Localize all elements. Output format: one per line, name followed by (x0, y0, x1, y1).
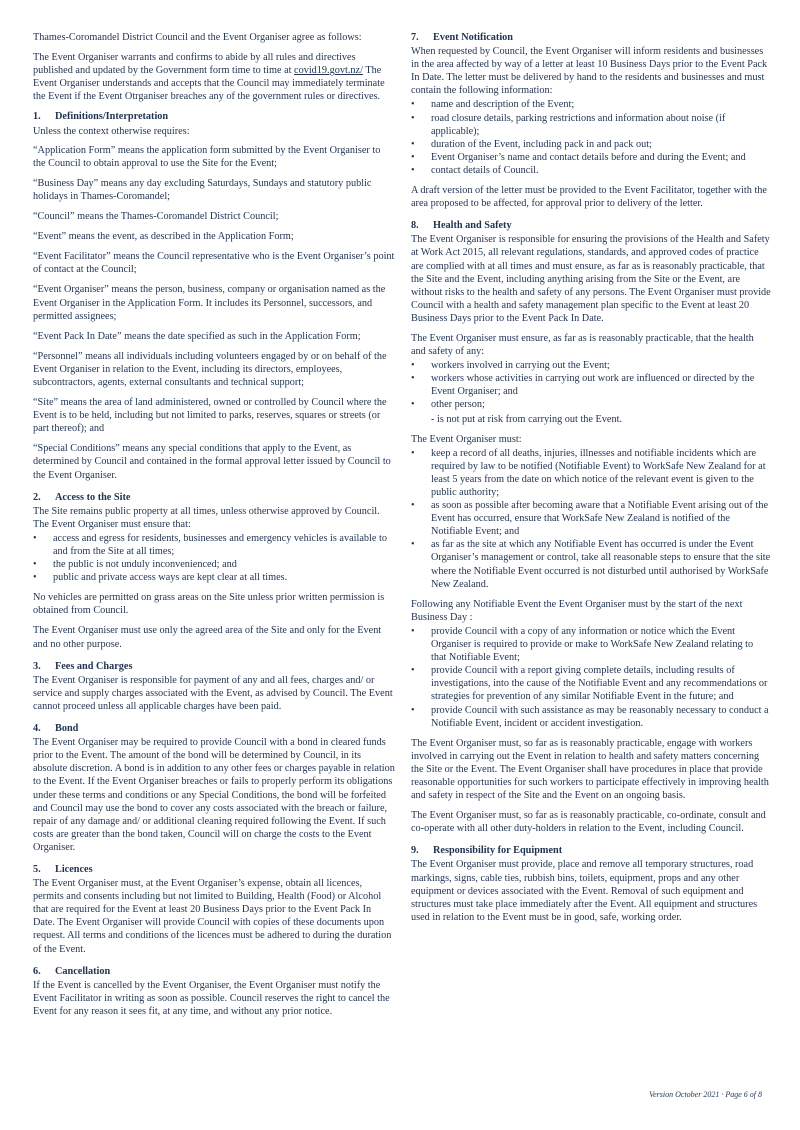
definition: “Council” means the Thames-Coromandel District Council; (33, 211, 279, 223)
section-fees (33, 660, 395, 713)
right-column (411, 31, 771, 933)
list-item: • workers involved in carrying out the Event; (411, 360, 610, 372)
section-bond (33, 722, 395, 854)
section-heading: 2. Access to the Site (33, 491, 131, 503)
section-heading: 5. Licences (33, 863, 93, 875)
list-item: • duration of the Event, including pack in and pack out; (411, 138, 652, 150)
paragraph: The Event Organiser must, so far as is reasonably practicable, co-ordinate, consult and co-operate with all other duty-holders in relation to the Event, including Council. (411, 810, 766, 835)
paragraph: A draft version of the letter must be provided to the Event Facilitator, together with the area proposed to be affected, for approval prior to delivery of the letter. (411, 185, 767, 210)
definition: “Personnel” means all individuals including volunteers engaged by or on behalf of the Event Organiser in relation to the Event, including its directors, employees, subcontractors, agents, external consultants and technical support; (33, 350, 387, 388)
section-heading: 6. Cancellation (33, 965, 111, 977)
intro-paragraph: Thames-Coromandel District Council and the Event Organiser agree as follows: (33, 32, 362, 43)
list-item: • name and description of the Event; (411, 99, 575, 111)
definition: “Special Conditions” means any special conditions that apply to the Event, as determined by Council and contained in the formal approval letter issued by Council to the Event Organiser. (33, 443, 391, 481)
definition: Unless the context otherwise requires: (33, 125, 190, 137)
paragraph: The Event Organiser must provide, place and remove all temporary structures, road markings, signs, cable ties, rubbish bins, toilets, equipment, props and any other equipment or devices associated with the Event. Removal of such equipment and structures must take place immediately after the Event. All equipment and structures used in relation to the Event must be in good, safe, working order. (411, 859, 758, 923)
sub-clause: - is not put at risk from carrying out the Event. (431, 413, 623, 425)
paragraph: The Event Organiser must, so far as is reasonably practicable, engage with workers involved in carrying out the Event in relation to health and safety matters concerning the Site or the Event. The Event Organiser shall have procedures in place that provide reasonable opportunities for such workers to participate effectively in improving health and safety in respect of the Site and the Event on an ongoing basis. (411, 737, 769, 802)
section-heading: 4. Bond (33, 723, 79, 735)
paragraph: No vehicles are permitted on grass areas on the Site unless prior written permission is obtained from Council. (33, 592, 385, 617)
list-item: • as soon as possible after becoming aware that a Notifiable Event arising out of the Event has occurred, ensure that WorkSafe New Zealand is notified of the Notifiable Event; and (411, 500, 769, 538)
list-item: • Event Organiser’s name and contact details before and during the Event; and (411, 151, 746, 163)
paragraph: Following any Notifiable Event the Event Organiser must by the start of the next Business Day : (411, 598, 743, 623)
list-item: • provide Council with such assistance as may be reasonably necessary to conduct a Notifiable Event, incident or accident investigation. (411, 704, 769, 729)
definition: “Event” means the event, as described in the Application Form; (33, 231, 294, 243)
paragraph: If the Event is cancelled by the Event Organiser, the Event Organiser must notify the Event Facilitator in writing as soon as possible. Council reserves the right to cancel the Event for any reason it sees fit, at any time, and without any prior notice. (33, 979, 390, 1017)
bullet-list (411, 359, 771, 411)
paragraph: The Event Organiser must use only the agreed area of the Site and only for the Event and no other purpose. (33, 625, 382, 650)
section-health-safety (411, 219, 771, 835)
list-item: • keep a record of all deaths, injuries, illnesses and notifiable incidents which are required by law to be notified (Notifiable Event) to WorkSafe New Zealand for at least 5 years from the date on which notice of the relevant event is given to the public authority; (411, 447, 766, 498)
list-item: • contact details of Council. (411, 164, 539, 176)
paragraph: The Event Organiser may be required to provide Council with a bond in cleared funds prior to the Event. The amount of the bond will be determined by Council, in its absolute discretion. A bond is in addition to any other fees or charges payable in relation to the Event. If the Event Organiser breaches or fails to properly perform its obligations under these terms and conditions or any Special Conditions, the bond will be forfeited and Council may use the bond to cover any costs associated with the breach or failure, repair of any damage and/ or additional cleaning required following the Event. If such costs are greater than the bond taken, Council will on charge the costs to the Event Organiser. (33, 737, 395, 853)
section-heading: 7. Event Notification (411, 32, 513, 43)
section-intro: When requested by Council, the Event Organiser will inform residents and businesses in the area affected by way of a letter at least 10 Business Days prior to the Event Pack In Date. The letter must be delivered by hand to the residents and businesses and must contain the following information: (411, 46, 768, 97)
bullet-list (411, 98, 771, 177)
left-column (33, 31, 395, 1027)
paragraph: The Event Organiser is responsible for ensuring the provisions of the Health and Safety at Work Act 2015, all relevant regulations, standards, and approved codes of practice are complied with at all times and must ensure, as far as is reasonably practicable, that the Site and the Event, including anything arising from the Site or the Event, are without risks to the health and safety of any persons. The Event Organiser must provide Council with a health and safety management plan specific to the Event at least 20 Business Days prior to the Event Pack In Date. (411, 234, 771, 324)
list-item: • provide Council with a copy of any information or notice which the Event Organiser is required to provide or make to WorkSafe New Zealand relating to that Notifiable Event; (411, 625, 754, 664)
paragraph: The Event Organiser must, at the Event Organiser’s expense, obtain all licences, permits and consents including but not limited to Building, Health (Food) or Alcohol that are required for the Event at least 20 Business Days prior to the Event Pack In Date. The Event Organiser will provide Council with copies of these documents upon request. All terms and conditions of the licences must be adhered to during the duration of the Event. (33, 878, 392, 955)
section-licences (33, 863, 395, 956)
list-item: • access and egress for residents, businesses and emergency vehicles is available to and from the Site at all times; (33, 532, 387, 557)
definition: “Event Pack In Date” means the date specified as such in the Application Form; (33, 330, 361, 342)
paragraph: The Event Organiser is responsible for payment of any and all fees, charges and/ or service and supply charges associated with the Event, as advised by Council. The Event cannot proceed unless all applicable charges have been paid. (33, 674, 393, 712)
section-heading: 9. Responsibility for Equipment (411, 845, 563, 857)
covid-link[interactable]: covid19.govt.nz/ (294, 65, 363, 77)
list-item: • road closure details, parking restrictions and information about noise (if applicable); (411, 112, 726, 137)
section-heading: 8. Health and Safety (411, 220, 512, 232)
section-cancellation (33, 965, 395, 1018)
section-equipment (411, 844, 771, 924)
paragraph: The Event Organiser must ensure, as far as is reasonably practicable, that the health and safety of any: (411, 332, 754, 358)
bullet-list (33, 532, 395, 584)
section-definitions (33, 110, 395, 481)
paragraph: The Event Organiser must: (411, 433, 522, 445)
section-intro: The Site remains public property at all times, unless otherwise approved by Council. The Event Organiser must ensure that: (33, 505, 380, 530)
page-footer: Version October 2021 · Page 6 of 8 (649, 1090, 762, 1099)
list-item: • public and private access ways are kept clear at all times. (33, 572, 288, 584)
definition: “Event Organiser” means the person, business, company or organisation named as the Event Organiser in the Application Form. It includes its Personnel, successors, and permitted assignees; (33, 284, 386, 322)
bullet-list (411, 625, 771, 730)
section-heading: 1. Definitions/Interpretation (33, 111, 169, 123)
list-item: • the public is not unduly inconvenienced; and (33, 559, 237, 571)
list-item: • workers whose activities in carrying out work are influenced or directed by the Event Organiser; and (411, 373, 755, 398)
definition: “Event Facilitator” means the Council representative who is the Event Organiser’s point of contact at the Council; (33, 251, 395, 276)
section-notification (411, 31, 771, 210)
definition: “Application Form” means the application form submitted by the Event Organiser to the Council to obtain approval to use the Site for the Event; (33, 144, 381, 169)
covid-paragraph: The Event Organiser warrants and confirms to abide by all rules and directives published and updated by the Government form time to time at covid19.govt.nz/ The Event Organiser understands and accepts that the Council may immediately terminate the Event if the Event Otrganiser breaches any of the government rules or directives. (33, 52, 385, 103)
list-item: • other person; (411, 399, 485, 411)
bullet-list (411, 447, 771, 591)
list-item: • provide Council with a report giving complete details, including results of investigations, into the cause of the Notifiable Event and any recommendations or strategies for prevention of any similar Notifiable Event in the future; and (411, 665, 768, 703)
definition: “Business Day” means any day excluding Saturdays, Sundays and statutory public holidays in Thames-Coromandel; (33, 177, 372, 202)
list-item: • as far as the site at which any Notifiable Event has occurred is under the Event Organiser’s management or control, take all reasonable steps to ensure that the site where the Notifiable Event occurred is not disturbed until authorised by WorkSafe New Zealand. (411, 539, 771, 590)
section-access (33, 491, 395, 651)
definition: “Site” means the area of land administered, owned or controlled by Council where the Event is to be held, including but not limited to parks, reserves, squares or streets (or part thereof); and (33, 397, 387, 435)
section-heading: 3. Fees and Charges (33, 660, 133, 672)
